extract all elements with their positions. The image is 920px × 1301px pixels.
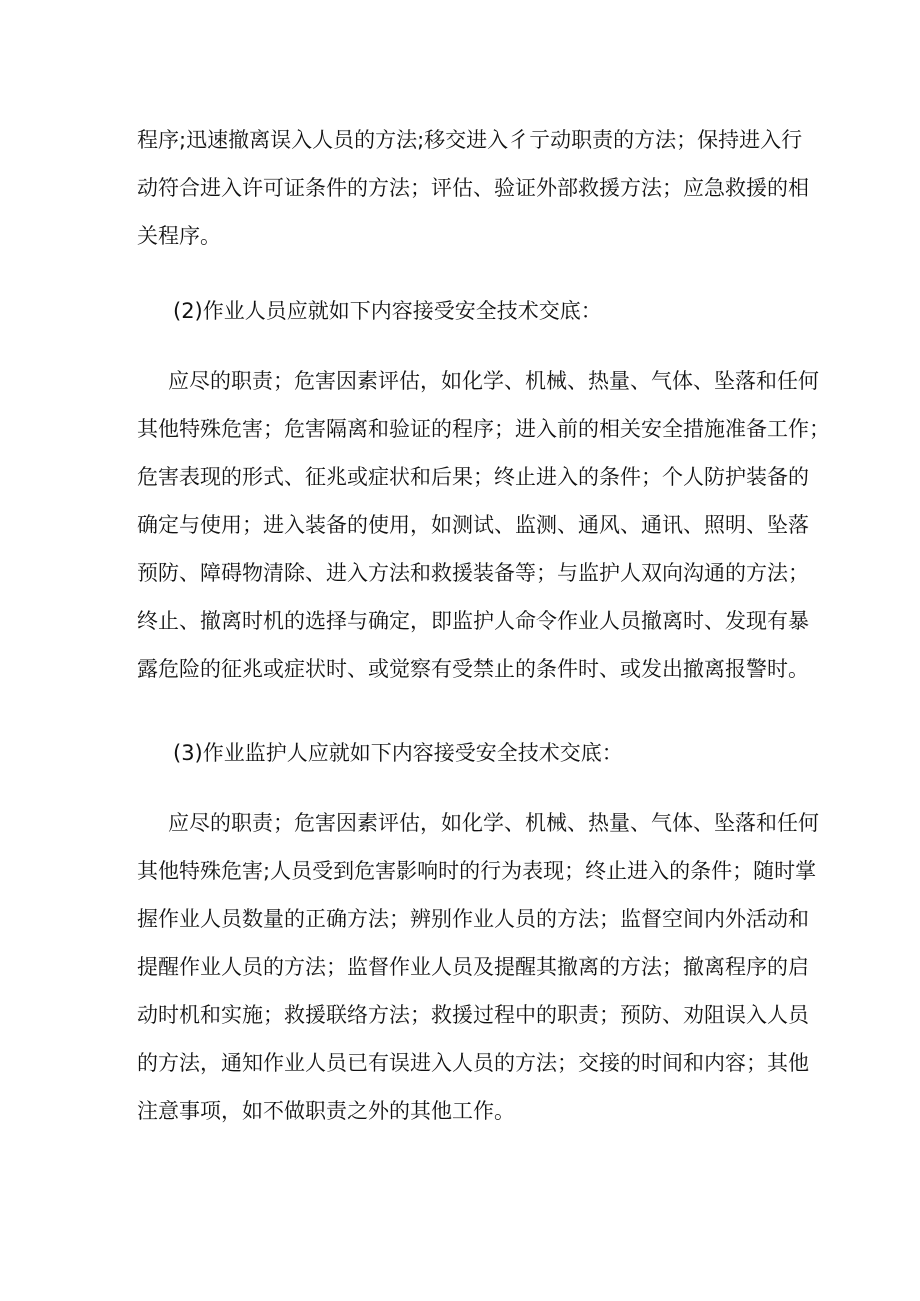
paragraph-line: 关程序。 xyxy=(137,224,221,248)
paragraph-1 xyxy=(137,116,809,260)
paragraph-line: 其他特殊危害;人员受到危害影响时的行为表现；终止进入的条件；随时掌 xyxy=(137,859,817,883)
paragraph-line: 确定与使用；进入装备的使用，如测试、监测、通风、通讯、照明、坠落 xyxy=(137,513,809,537)
paragraph-line: 握作业人员数量的正确方法；辨别作业人员的方法；监督空间内外活动和 xyxy=(137,907,809,931)
paragraph-line: 应尽的职责；危害因素评估，如化学、机械、热量、气体、坠落和任何 xyxy=(168,811,819,835)
paragraph-line: 提醒作业人员的方法；监督作业人员及提醒其撤离的方法；撤离程序的启 xyxy=(137,955,809,979)
paragraph-line: 的方法，通知作业人员已有误进入人员的方法；交接的时间和内容；其他 xyxy=(137,1051,809,1075)
section-heading-2: (2)作业人员应就如下内容接受安全技术交底： xyxy=(173,299,602,323)
paragraph-line: 注意事项，如不做职责之外的其他工作。 xyxy=(137,1099,515,1123)
paragraph-line: 危害表现的形式、征兆或症状和后果；终止进入的条件；个人防护装备的 xyxy=(137,465,809,489)
section-heading-3: (3)作业监护人应就如下内容接受安全技术交底： xyxy=(173,741,623,765)
paragraph-3 xyxy=(137,799,819,1135)
paragraph-line: 程序;迅速撤离误入人员的方法;移交进入彳亍动职责的方法；保持进入行 xyxy=(137,128,803,152)
paragraph-line: 预防、障碍物清除、进入方法和救援装备等；与监护人双向沟通的方法； xyxy=(137,561,809,585)
paragraph-line: 其他特殊危害；危害隔离和验证的程序；进入前的相关安全措施准备工作； xyxy=(137,417,830,441)
paragraph-line: 动时机和实施；救援联络方法；救援过程中的职责；预防、劝阻误入人员 xyxy=(137,1003,809,1027)
paragraph-line: 动符合进入许可证条件的方法；评估、验证外部救援方法；应急救援的相 xyxy=(137,176,809,200)
paragraph-line: 露危险的征兆或症状时、或觉察有受禁止的条件时、或发出撤离报警时。 xyxy=(137,657,809,681)
paragraph-line: 终止、撤离时机的选择与确定，即监护人命令作业人员撤离时、发现有暴 xyxy=(137,609,809,633)
paragraph-line: 应尽的职责；危害因素评估，如化学、机械、热量、气体、坠落和任何 xyxy=(168,369,819,393)
paragraph-2 xyxy=(137,357,830,693)
